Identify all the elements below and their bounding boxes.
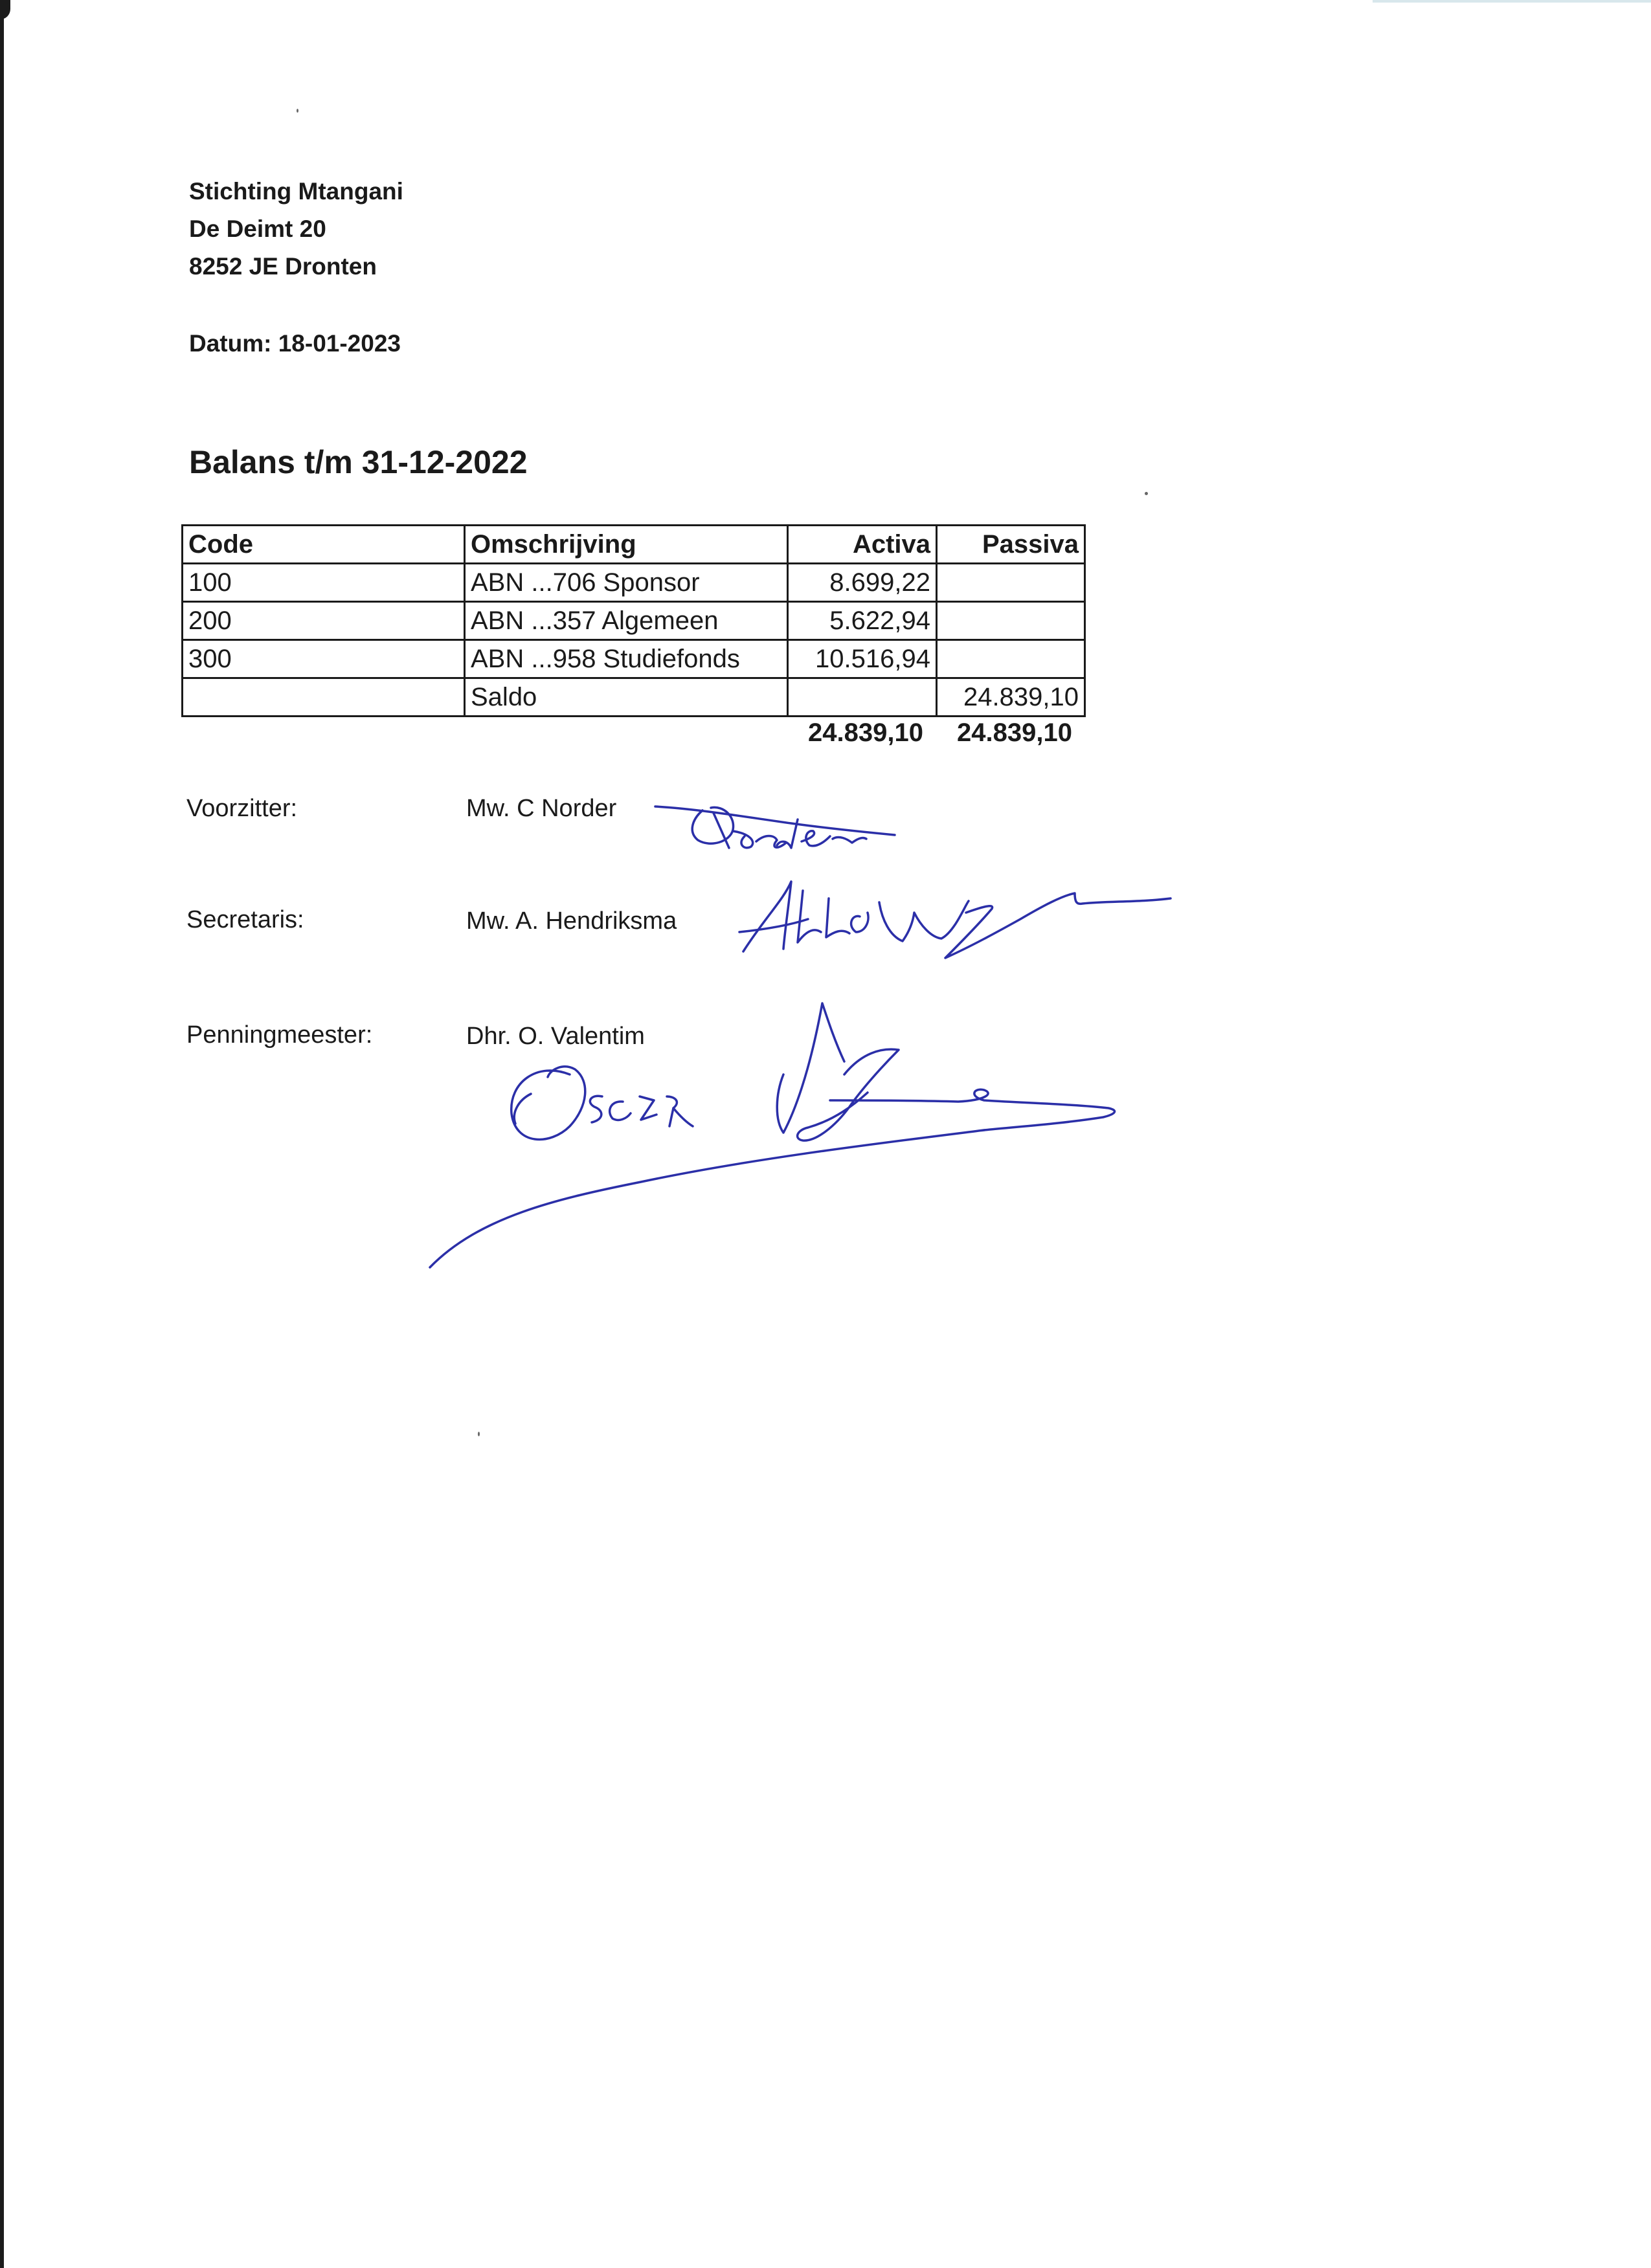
scan-edge-left: [0, 0, 4, 2268]
name-penningmeester: Dhr. O. Valentim: [466, 1023, 645, 1050]
cell-activa: 5.622,94: [788, 602, 937, 640]
role-secretaris: Secretaris:: [186, 906, 304, 933]
header-activa: Activa: [788, 526, 937, 564]
cell-activa: 10.516,94: [788, 640, 937, 678]
scan-edge-tint: [1373, 0, 1651, 3]
table-row: [183, 640, 1085, 678]
cell-activa: [788, 678, 937, 717]
table-row: [183, 678, 1085, 717]
scan-edge-corner: [0, 0, 10, 19]
name-secretaris: Mw. A. Hendriksma: [466, 907, 677, 935]
total-activa: 24.839,10: [808, 718, 923, 747]
header-omschrijving: Omschrijving: [465, 526, 788, 564]
cell-passiva: [937, 564, 1085, 602]
table-header-row: [183, 526, 1085, 564]
signature-voorzitter: [655, 806, 895, 848]
cell-omschrijving: Saldo: [465, 678, 788, 717]
cell-omschrijving: ABN ...357 Algemeen: [465, 602, 788, 640]
header-code: Code: [183, 526, 465, 564]
balance-table: [181, 524, 1086, 717]
organisation-street: De Deimt 20: [189, 216, 326, 242]
table-row: [183, 602, 1085, 640]
header-passiva: Passiva: [937, 526, 1085, 564]
organisation-name: Stichting Mtangani: [189, 178, 403, 205]
organisation-city: 8252 JE Dronten: [189, 253, 377, 280]
scan-speck: [478, 1432, 480, 1436]
table-row: [183, 564, 1085, 602]
role-voorzitter: Voorzitter:: [186, 795, 298, 822]
cell-passiva: 24.839,10: [937, 678, 1085, 717]
cell-omschrijving: ABN ...958 Studiefonds: [465, 640, 788, 678]
signature-secretaris: [739, 882, 1171, 958]
cell-passiva: [937, 602, 1085, 640]
scan-speck: [297, 109, 298, 113]
name-voorzitter: Mw. C Norder: [466, 795, 617, 822]
total-passiva: 24.839,10: [957, 718, 1072, 747]
cell-code: 300: [183, 640, 465, 678]
scan-speck: [1145, 492, 1148, 495]
role-penningmeester: Penningmeester:: [186, 1021, 373, 1049]
cell-code: 100: [183, 564, 465, 602]
document-title: Balans t/m 31-12-2022: [189, 444, 528, 480]
cell-omschrijving: ABN ...706 Sponsor: [465, 564, 788, 602]
cell-code: 200: [183, 602, 465, 640]
cell-activa: 8.699,22: [788, 564, 937, 602]
cell-code: [183, 678, 465, 717]
document-date: Datum: 18-01-2023: [189, 330, 401, 357]
cell-passiva: [937, 640, 1085, 678]
